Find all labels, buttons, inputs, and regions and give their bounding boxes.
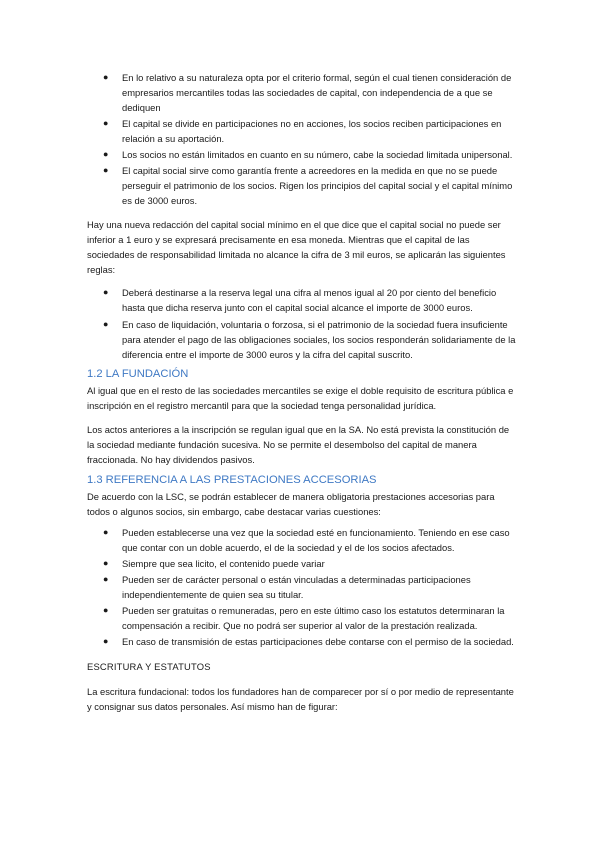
reglas-list [87, 285, 519, 362]
list-item: ● Pueden ser gratuitas o remuneradas, pero en este último caso los estatutos determinaran la compensación a recibir. Que no podrá ser superior al valor de la prestación realizada. [103, 605, 505, 631]
bullet-icon: ● [103, 574, 109, 584]
list-item: ● En caso de liquidación, voluntaria o forzosa, si el patrimonio de la sociedad fuera insuficiente para atender el pago de las obligaciones sociales, los socios responderán solidariamente de la diferencia entre el importe de 3000 euros y la cifra del capital suscrito. [103, 319, 516, 360]
bullet-icon: ● [103, 605, 109, 615]
list-item: ● Los socios no están limitados en cuanto en su número, cabe la sociedad limitada unipersonal. [103, 149, 513, 160]
list-item: ● En lo relativo a su naturaleza opta por el criterio formal, según el cual tienen consideración de empresarios mercantiles todas las sociedades de capital, con independencia de a que se dediquen [103, 72, 512, 113]
section-heading-fundacion: 1.2 LA FUNDACIÓN [87, 368, 189, 380]
bullet-icon: ● [103, 72, 109, 82]
cuestiones-list [87, 525, 519, 649]
list-item: ● Pueden establecerse una vez que la sociedad esté en funcionamiento. Teniendo en ese caso que contar con un doble acuerdo, el de la sociedad y el de los socios afectados. [103, 527, 510, 553]
list-item: ● Pueden ser de carácter personal o están vinculadas a determinadas participaciones independientemente de quien sea su titular. [103, 574, 471, 600]
bullet-icon: ● [103, 527, 109, 537]
list-item: ● El capital social sirve como garantía frente a acreedores en la medida en que no se puede perseguir el patrimonio de los socios. Rigen los principios del capital social y el capital mínimo es de 3000 euros. [103, 165, 513, 206]
subheading-escritura: ESCRITURA Y ESTATUTOS [87, 661, 211, 672]
bullet-icon: ● [103, 319, 109, 329]
capital-minimo-paragraph: Hay una nueva redacción del capital social mínimo en el que dice que el capital social no puede ser inferior a 1 euro y se expresará precisamente en esa moneda. Mientras que el capital de las sociedades de responsabilidad limitada no alcance la cifra de 3 mil euros, se aplicarán las siguientes reglas: [87, 219, 506, 275]
features-list [87, 70, 519, 208]
list-item: ● En caso de transmisión de estas participaciones debe contarse con el permiso de la sociedad. [103, 636, 514, 647]
bullet-icon: ● [103, 165, 109, 175]
list-item: ● Siempre que sea licito, el contenido puede variar [103, 558, 325, 569]
actos-paragraph: Los actos anteriores a la inscripción se regulan igual que en la SA. No está prevista la constitución de la sociedad mediante fundación sucesiva. No se permite el desembolso del capital de manera fraccionada. No hay dividendos pasivos. [87, 424, 510, 465]
bullet-icon: ● [103, 636, 109, 646]
bullet-icon: ● [103, 558, 109, 568]
document-body [87, 70, 519, 714]
fundacion-paragraph: Al igual que en el resto de las sociedades mercantiles se exige el doble requisito de escritura pública e inscripción en el registro mercantil para que la sociedad tenga personalidad jurídica. [87, 385, 514, 411]
list-item: ● Deberá destinarse a la reserva legal una cifra al menos igual al 20 por ciento del beneficio hasta que dicha reserva junto con el capital social alcance el importe de 3000 euros. [103, 287, 497, 313]
prestaciones-paragraph: De acuerdo con la LSC, se podrán establecer de manera obligatoria prestaciones accesorias para todos o algunos socios, sin embargo, cabe destacar varias cuestiones: [87, 491, 495, 517]
bullet-icon: ● [103, 287, 109, 297]
bullet-icon: ● [103, 118, 109, 128]
bullet-icon: ● [103, 149, 109, 159]
escritura-paragraph: La escritura fundacional: todos los fundadores han de comparecer por sí o por medio de representante y consignar sus datos personales. Así mismo han de figurar: [87, 686, 514, 712]
section-heading-prestaciones: 1.3 REFERENCIA A LAS PRESTACIONES ACCESORIAS [87, 474, 377, 486]
list-item: ● El capital se divide en participaciones no en acciones, los socios reciben participaciones en relación a su aportación. [103, 118, 502, 144]
